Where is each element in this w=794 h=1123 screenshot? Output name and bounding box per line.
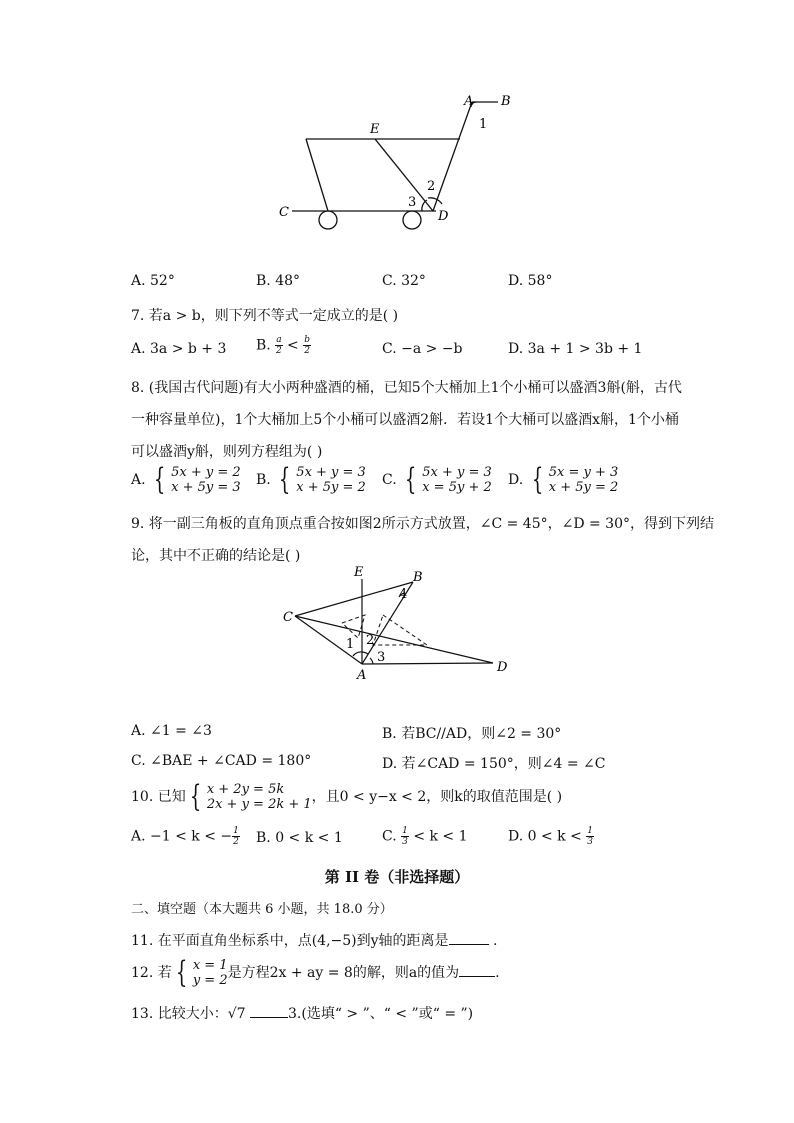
q13-stem: 13. 比较大小：√7 3.(选填“ > ”、“ < ”或“ = ”) — [131, 1006, 474, 1022]
fig1-angle-2: 2 — [427, 179, 436, 194]
q10-option-b: B. 0 < k < 1 — [256, 830, 343, 846]
segment-left — [306, 139, 328, 211]
q8-line-2: 一种容量单位)，1个大桶加上5个小桶可以盛酒2斛．若设1个大桶可以盛酒x斛，1个小桶 — [131, 412, 679, 428]
fig2-label-d: D — [497, 660, 508, 675]
q11-stem: 11. 在平面直角坐标系中，点(4,−5)到y轴的距离是 . — [131, 933, 498, 949]
q8-option-a: A. { 5x + y = 2 x + 5y = 3 — [131, 462, 241, 497]
sqrt-7: √7 — [227, 1006, 246, 1022]
q7-option-a: A. 3a > b + 3 — [131, 341, 227, 357]
q9-option-a: A. ∠1 = ∠3 — [131, 723, 212, 739]
q6-option-c: C. 32° — [382, 273, 426, 289]
fig1-label-b: B — [501, 94, 511, 109]
fig2-angle-3: 3 — [377, 650, 386, 665]
fig2-label-b: B — [413, 570, 423, 585]
q12-answer-blank[interactable] — [459, 976, 495, 977]
q10-option-a: A. −1 < k < − $\frac{1}{2}$ — [131, 826, 239, 847]
fig2-label-a: A — [357, 668, 367, 683]
fig1-angle-3: 3 — [408, 195, 417, 210]
q7-option-b: B. $\frac{a}{2}$ < $\frac{b}{2}$ — [256, 335, 310, 356]
q8-option-c: C. { 5x + y = 3 x = 5y + 2 — [382, 462, 492, 497]
q9-option-c: C. ∠BAE + ∠CAD = 180° — [131, 753, 312, 769]
section-subtitle: 二、填空题（本大题共 6 小题，共 18.0 分） — [131, 902, 393, 917]
wheel-right — [403, 211, 421, 229]
q10-stem: 10. 已知 { x + 2y = 5k 2x + y = 2k + 1 ，且0 < y−x < 2，则k的取值范围是( ) — [131, 779, 563, 814]
q8-option-d: D. { 5x = y + 3 x + 5y = 2 — [508, 462, 619, 497]
q6-option-d: D. 58° — [508, 273, 553, 289]
fig1-angle-1: 1 — [479, 117, 488, 132]
q13-answer-blank[interactable] — [250, 1017, 288, 1018]
segment-cd — [295, 616, 493, 663]
fig2-label-e: E — [354, 565, 364, 580]
fig2-angle-1: 1 — [346, 637, 355, 652]
q9-option-b: B. 若BC//AD，则∠2 = 30° — [382, 726, 562, 742]
figure-2 — [275, 563, 520, 683]
fig2-angle-2: 2 — [366, 633, 375, 648]
fig2-angle-4: 4 — [399, 587, 408, 602]
q9-option-d: D. 若∠CAD = 150°，则∠4 = ∠C — [382, 756, 606, 772]
section-title: 第 II 卷（非选择题） — [324, 868, 470, 886]
q8-option-b: B. { 5x + y = 3 x + 5y = 2 — [256, 462, 366, 497]
q10-option-d: D. 0 < k < $\frac{1}{3}$ — [508, 826, 594, 847]
q6-option-b: B. 48° — [256, 273, 301, 289]
q9-line-1: 9. 将一副三角板的直角顶点重合按如图2所示方式放置，∠C = 45°，∠D = 30°，得到下列结 — [131, 516, 715, 532]
q6-option-a: A. 52° — [131, 273, 175, 289]
q8-line-1: 8. (我国古代问题)有大小两种盛酒的桶，已知5个大桶加上1个小桶可以盛酒3斛(斛，古代 — [131, 380, 682, 396]
q10-option-c: C. $\frac{1}{3}$ < k < 1 — [382, 826, 468, 847]
wheel-left — [319, 211, 337, 229]
q7-option-d: D. 3a + 1 > 3b + 1 — [508, 341, 643, 357]
q11-answer-blank[interactable] — [449, 944, 489, 945]
q7-option-c: C. −a > −b — [382, 341, 463, 357]
fig1-label-c: C — [279, 205, 289, 220]
segment-ed — [375, 139, 436, 211]
fig1-label-a: A — [464, 94, 474, 109]
figure-1 — [270, 90, 530, 235]
q8-line-3: 可以盛酒y斛，则列方程组为( ) — [131, 444, 323, 460]
fig1-label-d: D — [438, 209, 449, 224]
q7-stem: 7. 若a > b，则下列不等式一定成立的是( ) — [131, 308, 399, 324]
q9-line-2: 论，其中不正确的结论是( ) — [131, 548, 301, 564]
segment-ad — [433, 102, 472, 211]
q12-stem: 12. 若 { x = 1 y = 2 是方程2x + ay = 8的解，则a的值为 . — [131, 955, 500, 990]
fig1-label-e: E — [370, 122, 380, 137]
fig2-label-c: C — [283, 610, 293, 625]
